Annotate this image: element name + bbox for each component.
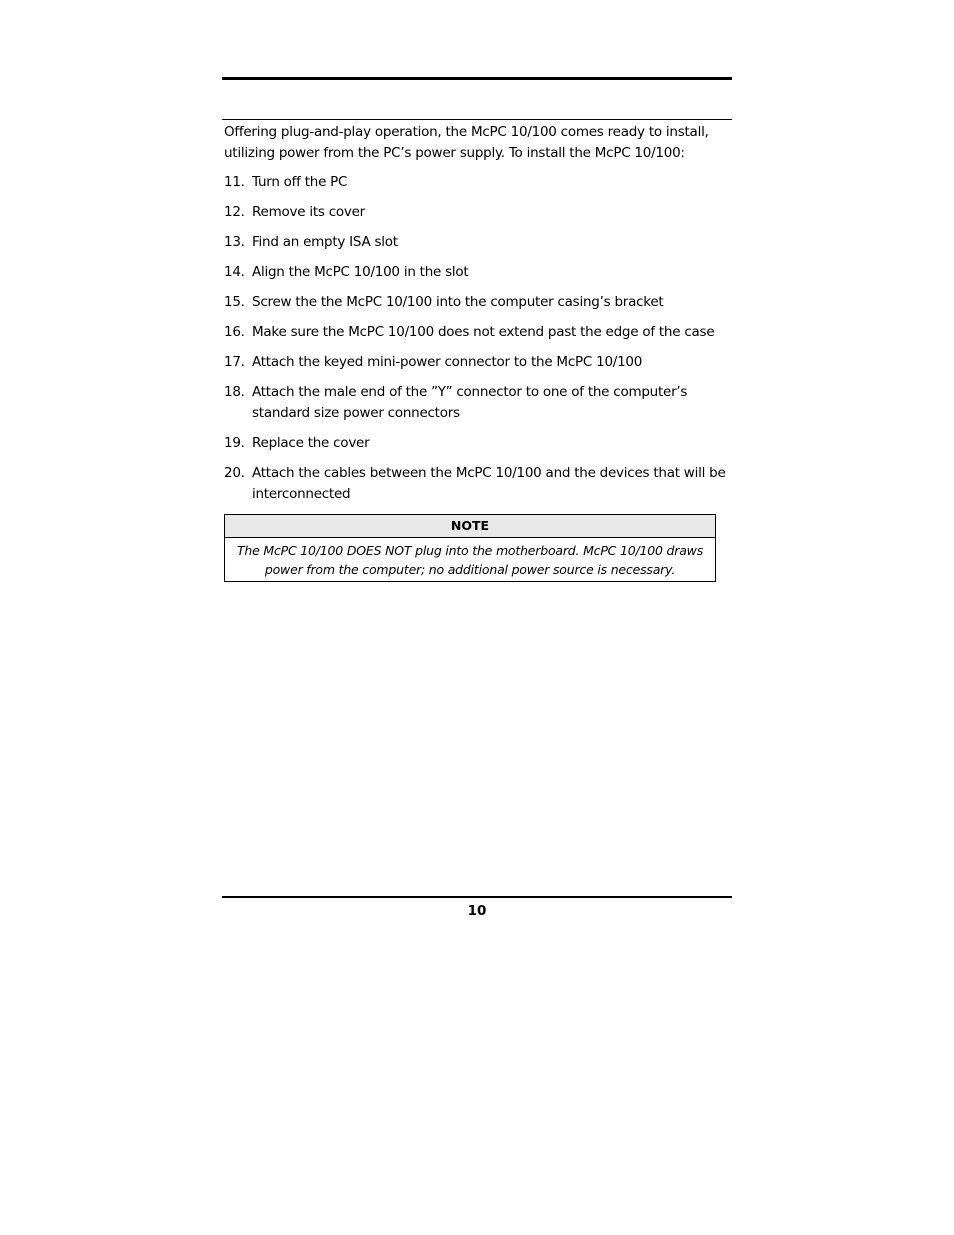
install-steps-list <box>224 172 730 505</box>
note-box <box>224 514 716 582</box>
step-number: 14. <box>224 264 245 280</box>
list-item <box>224 382 730 424</box>
step-number: 18. <box>224 384 245 400</box>
step-text: Replace the cover <box>252 435 370 451</box>
step-number: 20. <box>224 465 245 481</box>
step-text: Find an empty ISA slot <box>252 234 398 250</box>
list-item <box>224 352 730 373</box>
step-text: Turn off the PC <box>252 174 348 190</box>
list-item <box>224 322 730 343</box>
step-text: Attach the cables between the McPC 10/100 and the devices that will be interconnected <box>252 465 726 502</box>
list-item <box>224 172 730 193</box>
step-text: Screw the the McPC 10/100 into the computer casing’s bracket <box>252 294 664 310</box>
step-number: 15. <box>224 294 245 310</box>
step-number: 11. <box>224 174 245 190</box>
note-heading: NOTE <box>225 515 715 538</box>
page-content <box>224 120 730 514</box>
list-item <box>224 292 730 313</box>
intro-paragraph: Offering plug-and-play operation, the McPC 10/100 comes ready to install, utilizing power from the PC’s power supply. To install the McPC 10/100: <box>224 124 709 161</box>
page-number: 10 <box>467 903 487 919</box>
step-text: Align the McPC 10/100 in the slot <box>252 264 469 280</box>
step-text: Attach the keyed mini-power connector to the McPC 10/100 <box>252 354 643 370</box>
step-number: 12. <box>224 204 245 220</box>
step-number: 13. <box>224 234 245 250</box>
note-body: The McPC 10/100 DOES NOT plug into the motherboard. McPC 10/100 draws power from the computer; no additional power source is necessary. <box>236 543 704 577</box>
list-item <box>224 202 730 223</box>
step-number: 16. <box>224 324 245 340</box>
step-text: Remove its cover <box>252 204 365 220</box>
list-item <box>224 463 730 505</box>
step-text: Attach the male end of the ”Y” connector to one of the computer’s standard size power connectors <box>252 384 688 421</box>
list-item <box>224 232 730 253</box>
step-number: 17. <box>224 354 245 370</box>
list-item <box>224 433 730 454</box>
footer-rule <box>222 896 732 898</box>
step-text: Make sure the McPC 10/100 does not extend past the edge of the case <box>252 324 715 340</box>
step-number: 19. <box>224 435 245 451</box>
list-item <box>224 262 730 283</box>
top-rule <box>222 77 732 80</box>
